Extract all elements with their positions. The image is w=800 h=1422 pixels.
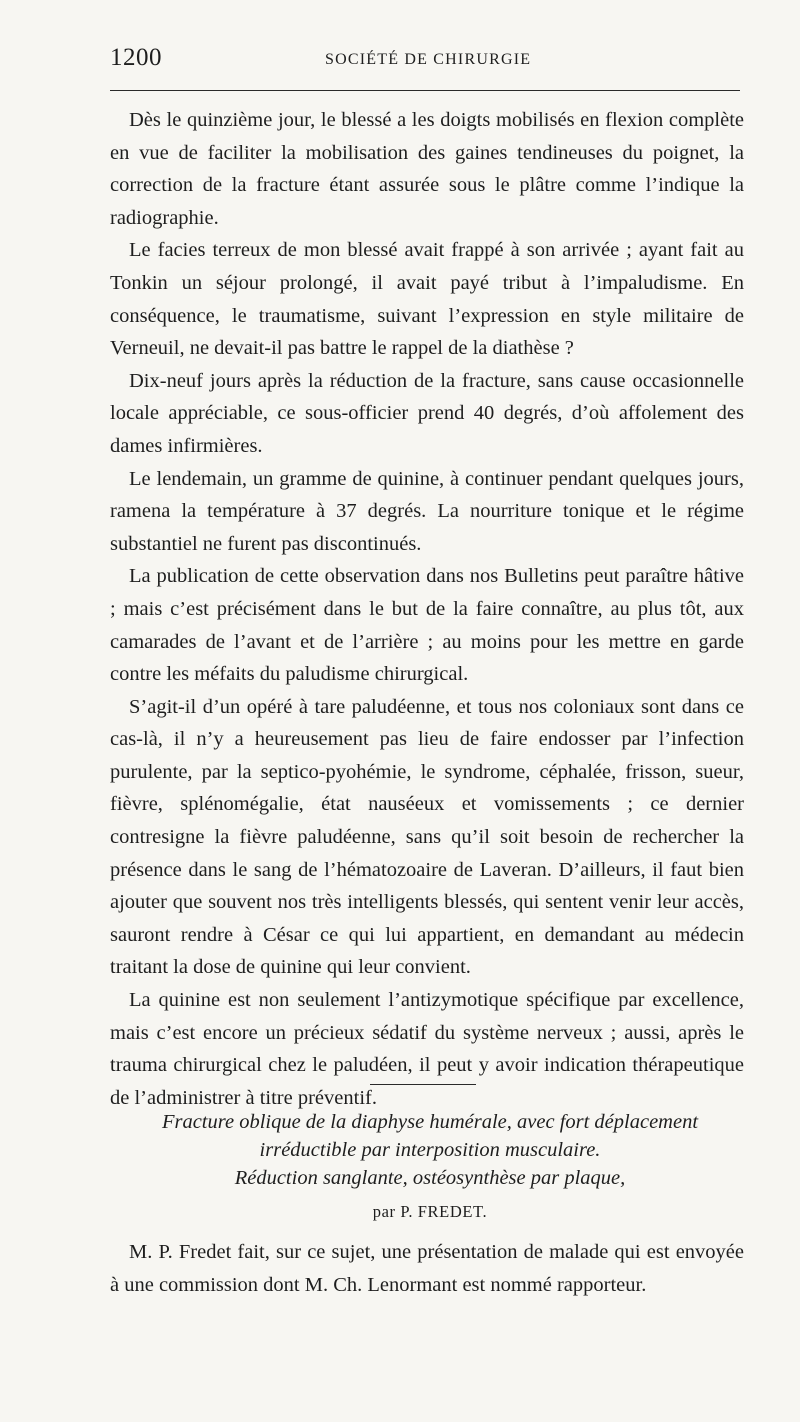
- paragraph-2: Le facies terreux de mon blessé avait frappé à son arrivée ; ayant fait au Tonkin un séjour prolongé, il avait payé tribut à l’impaludisme. En conséquence, le traumatisme, suivant l’expression en style militaire de Verneuil, ne devait-il pas battre le rappel de la diathèse ?: [110, 239, 744, 360]
- page-number: 1200: [110, 44, 162, 71]
- section-title-line-3: Réduction sanglante, ostéosynthèse par plaque,: [234, 1167, 626, 1189]
- header-rule: [110, 90, 740, 91]
- section-body: M. P. Fredet fait, sur ce sujet, une présentation de malade qui est envoyée à une commission dont M. Ch. Lenormant est nommé rapporteur.: [110, 1241, 744, 1296]
- paragraph-3: Dix-neuf jours après la réduction de la fracture, sans cause occasionnelle locale appréciable, ce sous-officier prend 40 degrés, d’où affolement des dames infirmières.: [110, 369, 744, 457]
- paragraph-5: La publication de cette observation dans nos Bulletins peut paraître hâtive ; mais c’est précisément dans le but de la faire connaître, au plus tôt, aux camarades de l’avant et de l’arrière ; au moins pour les mettre en garde contre les méfaits du paludisme chirurgical.: [110, 565, 744, 686]
- paragraph-6: S’agit-il d’un opéré à tare paludéenne, et tous nos coloniaux sont dans ce cas-là, il n’y a heureusement pas lieu de faire endosser par l’infection purulente, par la septico-pyohémie, le syndrome, céphalée, frisson, sueur, fièvre, splénomégalie, état nauséeux et vomissements ; ce dernier contresigne la fièvre paludéenne, sans qu’il soit besoin de rechercher la présence dans le sang de l’hématozoaire de Laveran. D’ailleurs, il faut bien ajouter que souvent nos très intelligents blessés, qui sentent venir leur accès, sauront rendre à César ce qui lui appartient, en demandant au médecin traitant la dose de quinine qui leur convient.: [110, 695, 744, 979]
- paragraph-1: Dès le quinzième jour, le blessé a les doigts mobilisés en flexion complète en vue de faciliter la mobilisation des gaines tendineuses du poignet, la correction de la fracture étant assurée sous le plâtre comme l’indique la radiographie.: [110, 109, 744, 229]
- paragraph-7: La quinine est non seulement l’antizymotique spécifique par excellence, mais c’est encore un précieux sédatif du système nerveux ; aussi, après le trauma chirurgical chez le paludéen, il peut y avoir indication thérapeutique de l’administrer à titre préventif.: [110, 989, 744, 1109]
- page-header: [110, 44, 740, 80]
- section-separator: [370, 1084, 476, 1085]
- body-text: [110, 104, 744, 1114]
- section-title-line-1: Fracture oblique de la diaphyse humérale, avec fort déplacement: [161, 1111, 699, 1133]
- paragraph-4: Le lendemain, un gramme de quinine, à continuer pendant quelques jours, ramena la température à 37 degrés. La nourriture tonique et le régime substantiel ne furent pas discontinués.: [110, 467, 744, 555]
- section-title: [110, 1108, 750, 1192]
- running-title: SOCIÉTÉ DE CHIRURGIE: [325, 51, 532, 68]
- section-author: par P. FREDET.: [372, 1202, 488, 1221]
- section-title-line-2: irréductible par interposition musculaire.: [259, 1139, 601, 1161]
